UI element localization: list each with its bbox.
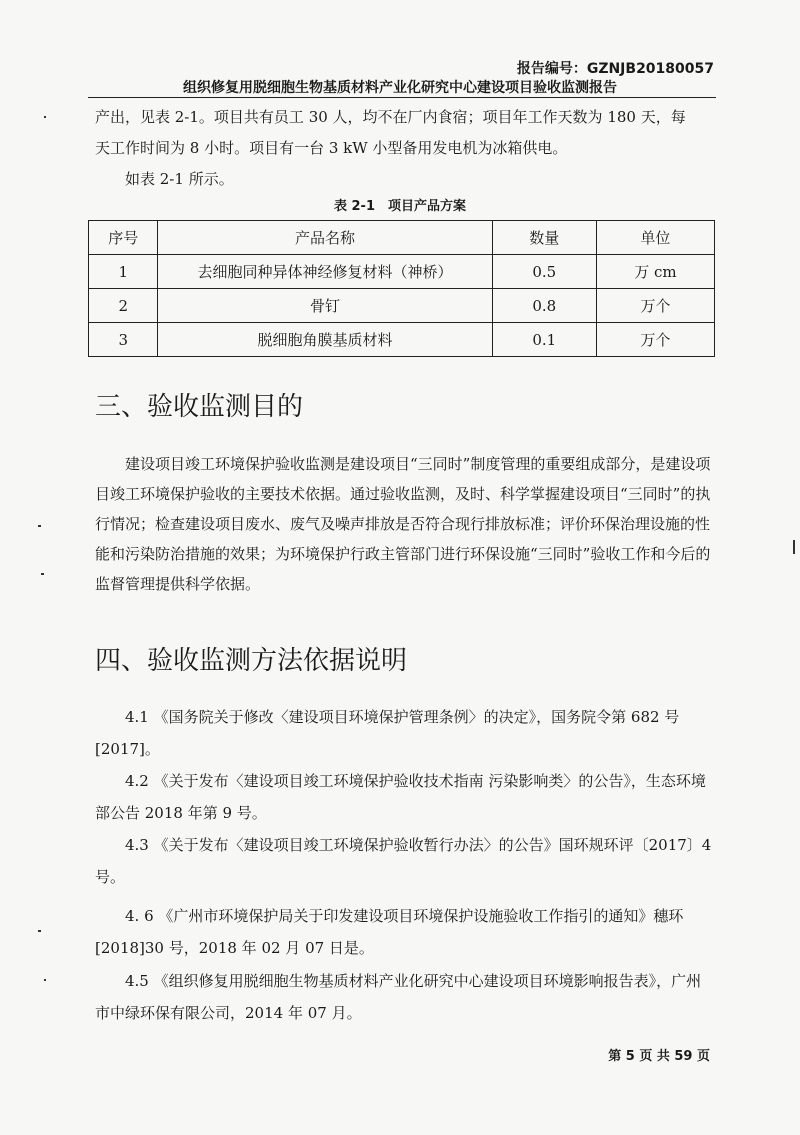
reference-item: 4.3 《关于发布〈建设项目竣工环境保护验收暂行办法〉的公告》国环规环评〔2017〕4 号。 <box>95 836 712 886</box>
table-header-row <box>89 221 715 255</box>
section-3-heading: 三、验收监测目的 <box>95 392 304 422</box>
cell-unit: 万 cm <box>596 255 714 289</box>
col-header-unit: 单位 <box>596 221 714 255</box>
scan-speck <box>44 979 46 981</box>
table-caption: 表 2-1 项目产品方案 <box>333 199 466 214</box>
reference-item: 4.5 《组织修复用脱细胞生物基质材料产业化研究中心建设项目环境影响报告表》，广州市中绿环保有限公司，2014 年 07 月。 <box>95 972 702 1022</box>
header-divider <box>88 97 716 98</box>
scan-speck <box>41 573 44 575</box>
cell-quantity: 0.1 <box>492 323 596 357</box>
cell-unit: 万个 <box>596 323 714 357</box>
scan-speck <box>793 540 795 554</box>
intro-line-2: 天工作时间为 8 小时。项目有一台 3 kW 小型备用发电机为冰箱供电。 <box>95 139 568 157</box>
cell-quantity: 0.8 <box>492 289 596 323</box>
cell-product: 骨钉 <box>158 289 492 323</box>
intro-line-1: 产出，见表 2-1。项目共有员工 30 人，均不在厂内食宿；项目年工作天数为 180 天，每 <box>95 108 686 126</box>
cell-unit: 万个 <box>596 289 714 323</box>
report-title-header: 组织修复用脱细胞生物基质材料产业化研究中心建设项目验收监测报告 <box>183 80 617 96</box>
cell-product: 去细胞同种异体神经修复材料（神桥） <box>158 255 492 289</box>
cell-quantity: 0.5 <box>492 255 596 289</box>
section-4-heading: 四、验收监测方法依据说明 <box>95 646 408 676</box>
reference-item: 4.2 《关于发布〈建设项目竣工环境保护验收技术指南 污染影响类〉的公告》，生态环境部公告 2018 年第 9 号。 <box>95 772 706 822</box>
product-table <box>88 220 715 357</box>
intro-paragraph <box>95 107 715 200</box>
col-header-product: 产品名称 <box>158 221 492 255</box>
col-header-quantity: 数量 <box>492 221 596 255</box>
reference-item: 4. 6 《广州市环境保护局关于印发建设项目环境保护设施验收工作指引的通知》穗环[2018]30 号，2018 年 02 月 07 日是。 <box>95 907 684 957</box>
scan-speck <box>44 116 46 118</box>
cell-index: 2 <box>89 289 158 323</box>
cell-index: 3 <box>89 323 158 357</box>
report-number: 报告编号：GZNJB20180057 <box>516 61 714 77</box>
table-row <box>89 255 715 289</box>
table-row <box>89 323 715 357</box>
cell-index: 1 <box>89 255 158 289</box>
page-number: 第 5 页 共 59 页 <box>608 1049 710 1064</box>
cell-product: 脱细胞角膜基质材料 <box>158 323 492 357</box>
intro-line-3: 如表 2-1 所示。 <box>125 170 234 188</box>
section-3-body: 建设项目竣工环境保护验收监测是建设项目“三同时”制度管理的重要组成部分，是建设项目竣工环境保护验收的主要技术依据。通过验收监测，及时、科学掌握建设项目“三同时”的执行情况；检查建设项目废水、废气及噪声排放是否符合现行排放标准；评价环保治理设施的性能和污染防治措施的效果；为环境保护行政主管部门进行环保设施“三同时”验收工作和今后的监督管理提供科学依据。 <box>95 455 711 593</box>
reference-item: 4.1 《国务院关于修改〈建设项目环境保护管理条例〉的决定》，国务院令第 682 号[2017]。 <box>95 708 680 758</box>
col-header-index: 序号 <box>89 221 158 255</box>
table-row <box>89 289 715 323</box>
scan-speck <box>38 930 41 932</box>
scan-speck <box>38 525 41 527</box>
